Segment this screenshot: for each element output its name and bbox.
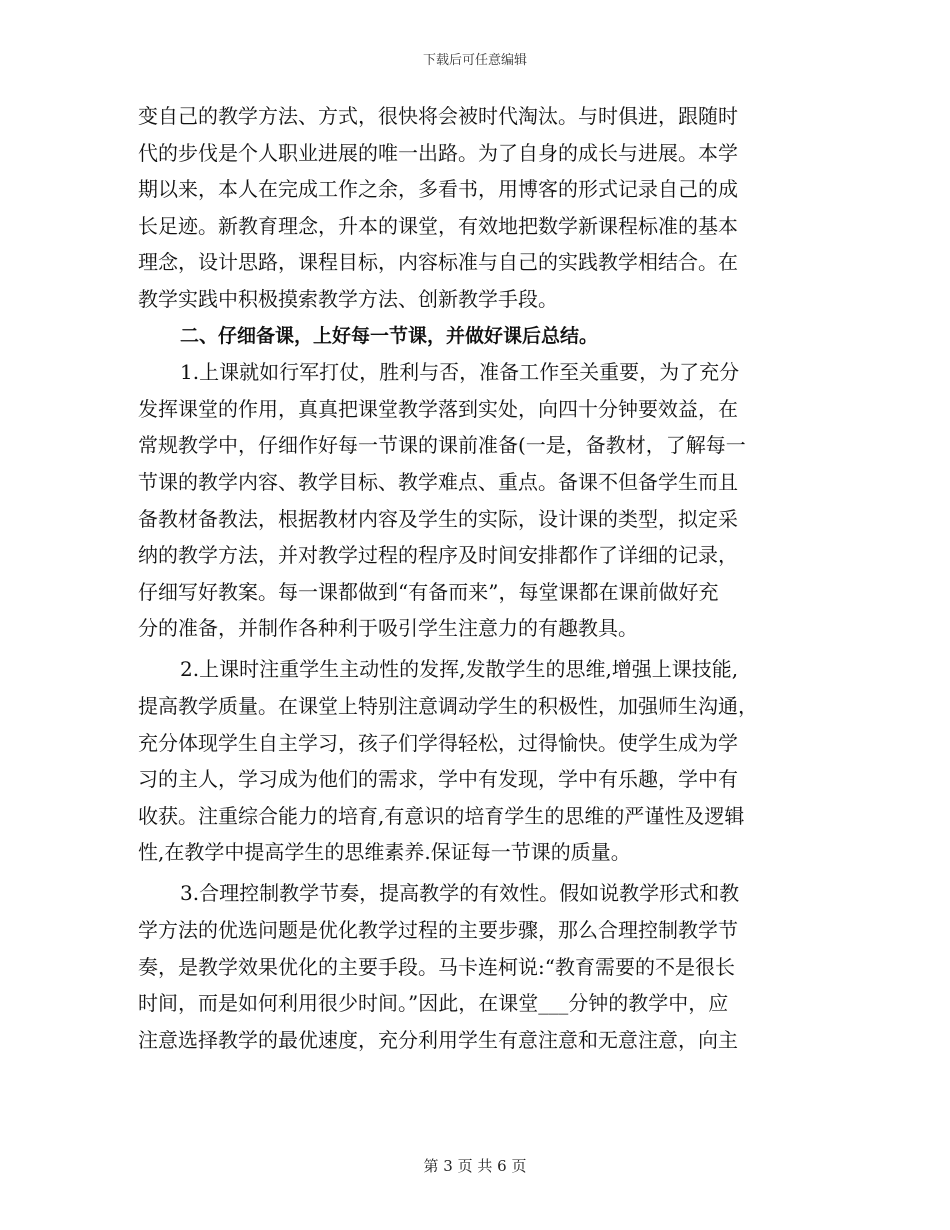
paragraph-line: 习的主人，学习成为他们的需求，学中有发现，学中有乐趣，学中有 (138, 767, 738, 792)
paragraph-line: 时间，而是如何利用很少时间。”因此，在课堂___分钟的教学中，应 (138, 991, 729, 1016)
paragraph-line: 1.上课就如行军打仗，胜利与否，准备工作至关重要，为了充分 (180, 360, 740, 385)
paragraph-line: 性,在教学中提高学生的思维素养.保证每一节课的质量。 (138, 840, 631, 865)
paragraph-line: 2.上课时注重学生主动性的发挥,发散学生的思维,增强上课技能, (180, 657, 739, 682)
paragraph-line: 纳的教学方法，并对教学过程的程序及时间安排都作了详细的记录， (138, 543, 738, 568)
paragraph-line: 节课的教学内容、教学目标、教学难点、重点。备课不但备学生而且 (138, 469, 738, 494)
paragraph-line: 学方法的优选问题是优化教学过程的主要步骤，那么合理控制教学节 (138, 918, 738, 943)
document-body (138, 98, 808, 1058)
paragraph-line: 期以来，本人在完成工作之余，多看书，用博客的形式记录自己的成 (138, 177, 738, 202)
paragraph-line: 长足迹。新教育理念，升本的课堂，有效地把数学新课程标准的基本 (138, 213, 738, 238)
page-number: 第 3 页 共 6 页 (423, 1157, 527, 1175)
paragraph-line: 分的准备，并制作各种利于吸引学生注意力的有趣教具。 (138, 616, 638, 641)
paragraph-line: 备教材备教法，根据教材内容及学生的实际，设计课的类型，拟定采 (138, 506, 738, 531)
paragraph-line: 代的步伐是个人职业进展的唯一出路。为了自身的成长与进展。本学 (138, 140, 738, 165)
paragraph-line: 发挥课堂的作用，真真把课堂教学落到实处，向四十分钟要效益，在 (138, 396, 738, 421)
paragraph-line: 收获。注重综合能力的培育,有意识的培育学生的思维的严谨性及逻辑 (138, 803, 745, 828)
paragraph-line: 充分体现学生自主学习，孩子们学得轻松，过得愉快。使学生成为学 (138, 730, 738, 755)
paragraph-line: 变自己的教学方法、方式，很快将会被时代淘汰。与时俱进，跟随时 (138, 104, 738, 128)
paragraph-line: 提高教学质量。在课堂上特别注意调动学生的积极性，加强师生沟通， (138, 694, 758, 718)
paragraph-line: 仔细写好教案。每一课都做到“有备而来”，每堂课都在课前做好充 (138, 579, 719, 604)
paragraph-line: 3.合理控制教学节奏，提高教学的有效性。假如说教学形式和教 (180, 881, 740, 906)
page-header-note: 下载后可任意编辑 (422, 53, 527, 68)
paragraph-line: 注意选择教学的最优速度，充分利用学生有意注意和无意注意，向主 (138, 1027, 738, 1052)
paragraph-line: 理念，设计思路，课程目标，内容标准与自己的实践教学相结合。在 (138, 250, 738, 275)
paragraph-line: 奏，是教学效果优化的主要手段。马卡连柯说:“教育需要的不是很长 (138, 954, 735, 979)
paragraph-line: 教学实践中积极摸索教学方法、创新教学手段。 (138, 286, 558, 311)
paragraph-line: 常规教学中，仔细作好每一节课的课前准备(一是，备教材，了解每一 (138, 433, 746, 458)
section-heading: 二、仔细备课，上好每一节课，并做好课后总结。 (180, 324, 599, 347)
